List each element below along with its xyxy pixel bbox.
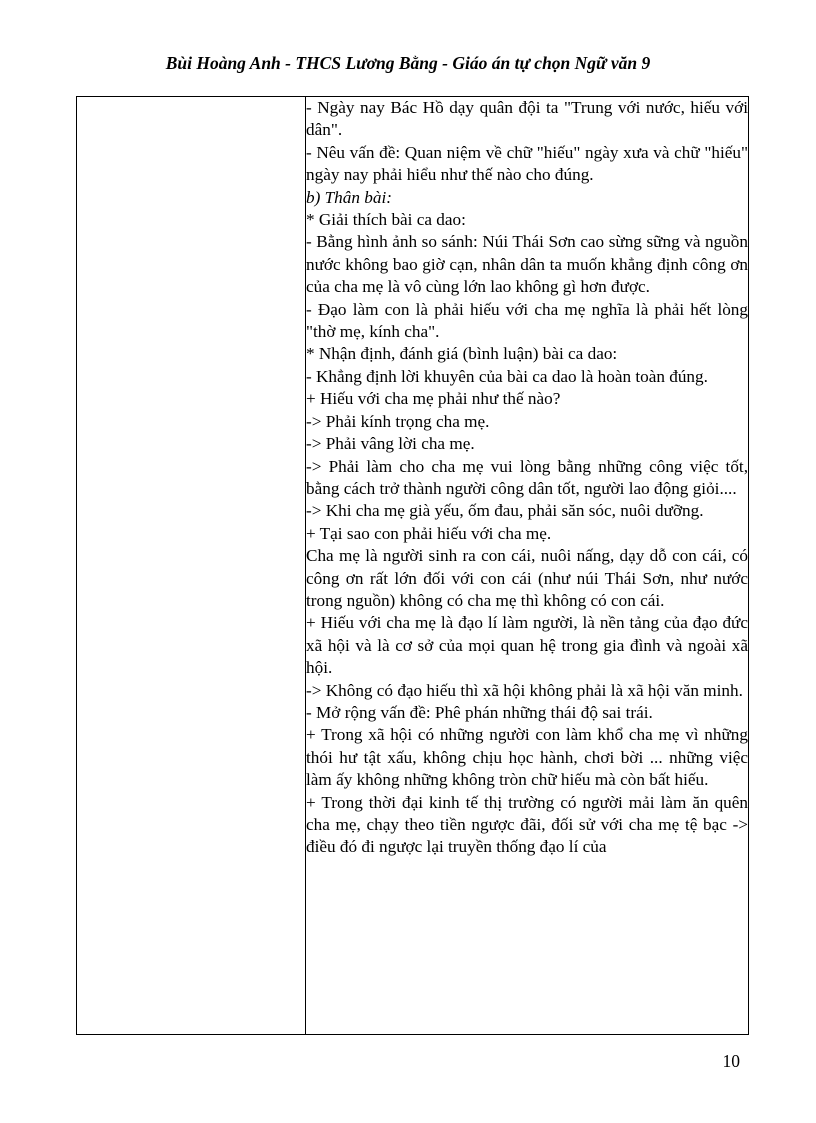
paragraph: - Nêu vấn đề: Quan niệm về chữ "hiếu" ngày xưa và chữ "hiếu" ngày nay phải hiểu như thế nào cho đúng. [306, 142, 748, 185]
paragraph: + Trong thời đại kinh tế thị trường có người mải làm ăn quên cha mẹ, chạy theo tiền ngược đãi, đối sử với cha mẹ tệ bạc -> điều đó đi ngược lại truyền thống đạo lí của [306, 792, 748, 857]
paragraph: Cha mẹ là người sinh ra con cái, nuôi nấng, dạy dỗ con cái, có công ơn rất lớn đối với con cái (như núi Thái Sơn, như nước trong nguồn) không có cha mẹ thì không có con cái. [306, 546, 748, 610]
paragraph: -> Không có đạo hiếu thì xã hội không phải là xã hội văn minh. [306, 680, 743, 700]
paragraph: + Tại sao con phải hiếu với cha mẹ. [306, 523, 552, 543]
paragraph: - Mở rộng vấn đề: Phê phán những thái độ sai trái. [306, 702, 653, 722]
paragraph: - Ngày nay Bác Hồ dạy quân đội ta "Trung với nước, hiếu với dân". [306, 98, 748, 140]
paragraph: -> Phải làm cho cha mẹ vui lòng bằng những công việc tốt, bằng cách trở thành người công dân tốt, người lao động giỏi.... [306, 456, 748, 498]
paragraph: - Đạo làm con là phải hiếu với cha mẹ nghĩa là phải hết lòng "thờ mẹ, kính cha". [306, 299, 748, 342]
paragraph: * Giải thích bài ca dao: [306, 210, 466, 230]
paragraph: + Trong xã hội có những người con làm khổ cha mẹ vì những thói hư tật xấu, không chịu học hành, chơi bời ... những việc làm ấy không những không tròn chữ hiếu mà còn bất hiếu. [306, 725, 748, 790]
lesson-table [76, 96, 749, 1035]
page-header: Bùi Hoàng Anh - THCS Lương Bằng - Giáo án tự chọn Ngữ văn 9 [165, 53, 651, 73]
paragraph: - Bằng hình ảnh so sánh: Núi Thái Sơn cao sừng sững và nguồn nước không bao giờ cạn, nhân dân ta muốn khẳng định công ơn của cha mẹ là vô cùng lớn lao không gì hơn được. [306, 232, 748, 297]
page-number: 10 [722, 1051, 740, 1071]
paragraph: - Khẳng định lời khuyên của bài ca dao là hoàn toàn đúng. [306, 366, 708, 386]
section-heading: b) Thân bài: [306, 187, 392, 207]
paragraph: -> Khi cha mẹ già yếu, ốm đau, phải săn sóc, nuôi dưỡng. [306, 501, 704, 521]
paragraph: + Hiếu với cha mẹ là đạo lí làm người, là nền tảng của đạo đức xã hội và là cơ sở của mọi quan hệ trong gia đình và ngoài xã hội. [306, 613, 748, 678]
left-column-cell [77, 97, 306, 1035]
paragraph: -> Phải kính trọng cha mẹ. [306, 411, 490, 431]
paragraph: * Nhận định, đánh giá (bình luận) bài ca dao: [306, 344, 618, 364]
table-row [77, 97, 749, 1035]
paragraph: + Hiếu với cha mẹ phải như thế nào? [306, 389, 561, 409]
right-column-cell [306, 97, 749, 1035]
paragraph: -> Phải vâng lời cha mẹ. [306, 434, 475, 454]
